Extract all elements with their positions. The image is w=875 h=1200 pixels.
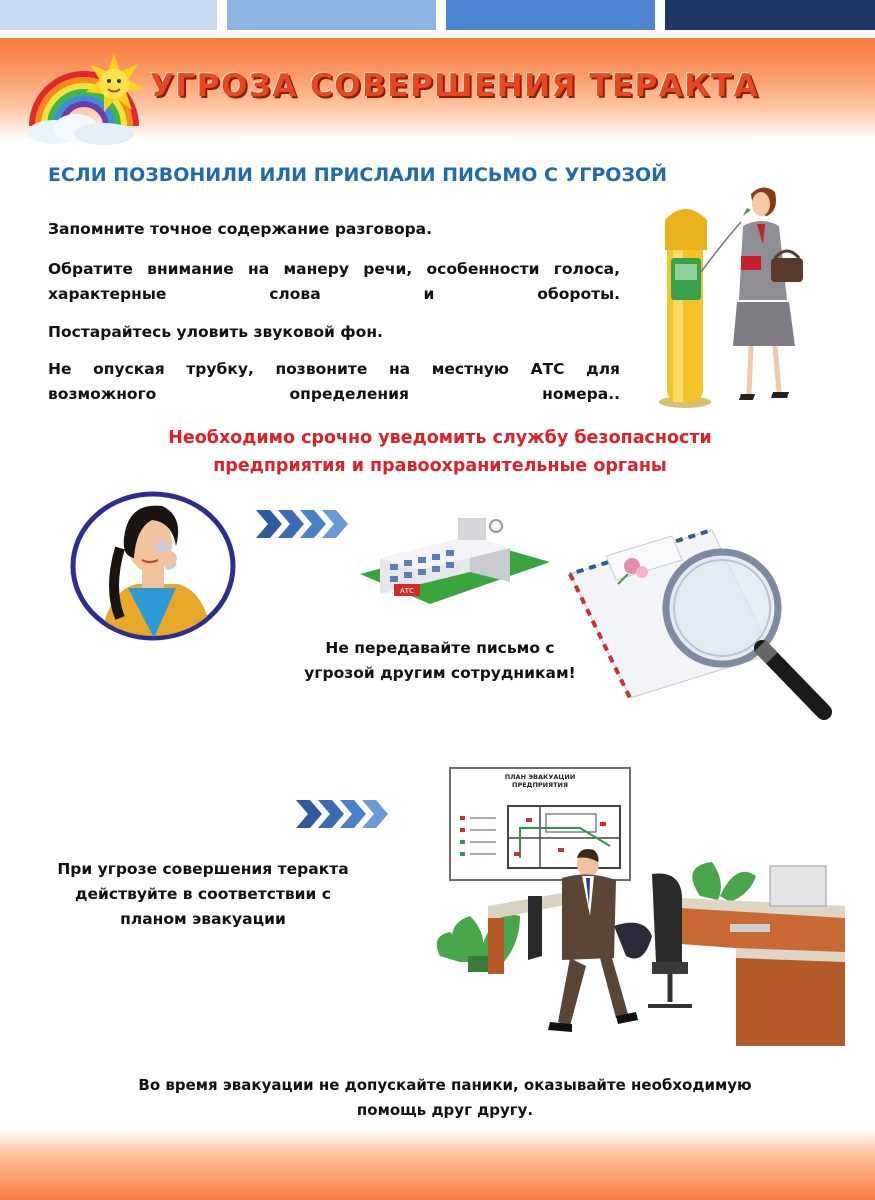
arrow-chevrons-icon-2 <box>296 798 392 830</box>
evacuation-instruction <box>48 857 358 932</box>
color-bar-blue <box>446 0 655 30</box>
color-bar-mid <box>227 0 436 30</box>
alert-line-2: предприятия и правоохранительные органы <box>213 456 667 476</box>
color-bar-light <box>0 0 217 30</box>
instruction-1: Запомните точное содержание разговора. <box>48 220 433 238</box>
evacuation-line-1: При угрозе совершения теракта <box>57 860 349 878</box>
woman-phone-illustration <box>68 488 238 644</box>
plan-board-title-2: ПРЕДПРИЯТИЯ <box>512 781 568 789</box>
evacuation-line-3: планом эвакуации <box>120 910 286 928</box>
letter-warning-line-1: Не передавайте письмо с <box>325 639 555 657</box>
evacuation-office-illustration <box>430 766 845 1052</box>
envelope-magnifier-illustration <box>562 526 837 722</box>
letter-warning <box>280 636 600 686</box>
rainbow-sun-icon <box>24 46 154 146</box>
color-bar-dark <box>665 0 875 30</box>
section-subtitle: ЕСЛИ ПОЗВОНИЛИ ИЛИ ПРИСЛАЛИ ПИСЬМО С УГРОЗОЙ <box>48 164 668 186</box>
instruction-3: Постарайтесь уловить звуковой фон. <box>48 323 383 341</box>
top-color-bars <box>0 0 875 30</box>
plan-board-title-1: ПЛАН ЭВАКУАЦИИ <box>504 773 576 781</box>
instruction-4: Не опуская трубку, позвоните на местную АТС для возможного определения номера.. <box>48 360 620 403</box>
payphone-woman-illustration <box>655 180 830 412</box>
footer-band <box>0 1128 875 1200</box>
instruction-2: Обратите внимание на манеру речи, особенности голоса, характерные слова и обороты. <box>48 260 620 303</box>
evacuation-line-2: действуйте в соответствии с <box>75 885 331 903</box>
alert-line-1: Необходимо срочно уведомить службу безопасности <box>168 428 712 448</box>
atc-building-illustration <box>360 512 550 608</box>
page-title: УГРОЗА СОВЕРШЕНИЯ ТЕРАКТА <box>150 68 760 104</box>
atc-sign-label: АТС <box>400 587 414 595</box>
footer-line-1: Во время эвакуации не допускайте паники, оказывайте необходимую <box>138 1076 752 1094</box>
alert-message <box>100 424 780 480</box>
footer-line-2: помощь друг другу. <box>356 1101 534 1119</box>
letter-warning-line-2: угрозой другим сотрудникам! <box>304 664 576 682</box>
footer-message <box>100 1073 790 1123</box>
arrow-chevrons-icon <box>256 508 352 540</box>
